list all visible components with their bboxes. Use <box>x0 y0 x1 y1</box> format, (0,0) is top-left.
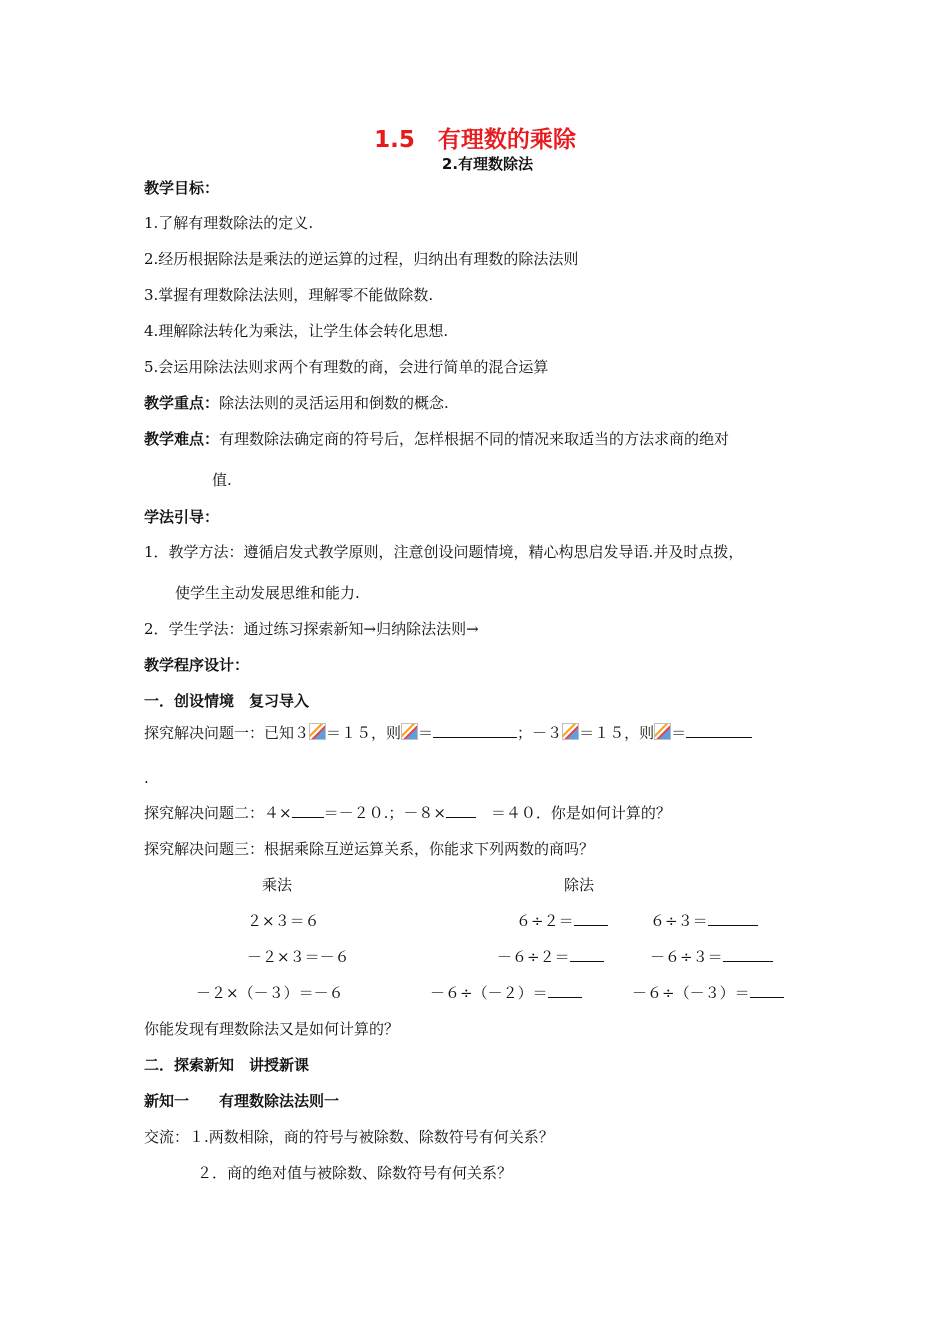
difficulty <box>144 429 729 449</box>
question-2 <box>144 803 671 823</box>
lesson-subtitle: 2.有理数除法 <box>441 155 534 173</box>
q2-text: 探究解决问题二：４× <box>144 804 292 822</box>
placeholder-image-icon <box>309 723 326 740</box>
objective-item: 5.会运用除法法则求两个有理数的商，会进行简单的混合运算 <box>144 358 549 376</box>
answer-blank <box>750 983 784 998</box>
column-header-div: 除法 <box>564 876 595 894</box>
mult-equation: －２×（－３）＝－６ <box>196 984 344 1002</box>
exchange-2: ２．商的绝对值与被除数、除数符号有何关系？ <box>197 1164 513 1182</box>
column-header-mult: 乘法 <box>262 876 293 894</box>
div-text: －６÷３＝ <box>650 948 723 966</box>
mult-equation: ２×３＝６ <box>247 912 320 930</box>
difficulty-text-cont: 值. <box>212 471 232 489</box>
q1-text: ；－３ <box>517 724 563 742</box>
q1-period: . <box>144 769 149 787</box>
method-item-2: 2．学生学法：通过练习探索新知→归纳除法法则→ <box>144 620 479 638</box>
objective-item: 3.掌握有理数除法法则，理解零不能做除数. <box>144 286 434 304</box>
mult-equation: －２×３＝－６ <box>247 948 350 966</box>
objectives-heading: 教学目标： <box>144 179 220 197</box>
div-equation <box>650 911 758 931</box>
q2-text: ＝４０．你是如何计算的？ <box>475 804 671 822</box>
exchange-1: 交流：１.两数相除，商的符号与被除数、除数符号有何关系？ <box>144 1128 554 1146</box>
placeholder-image-icon <box>401 723 418 740</box>
answer-blank <box>574 911 608 926</box>
method-item-1-cont: 使学生主动发展思维和能力. <box>175 584 360 602</box>
key-point-label: 教学重点： <box>144 394 220 412</box>
question-1 <box>144 723 752 743</box>
section1-heading: 一．创设情境 复习导入 <box>144 692 310 710</box>
div-text: －６÷２＝ <box>497 948 570 966</box>
div-text: －６÷（－３）＝ <box>632 984 750 1002</box>
div-text: ６÷３＝ <box>650 912 708 930</box>
q1-text: ＝１５，则 <box>326 724 402 742</box>
difficulty-label: 教学难点： <box>144 430 220 448</box>
div-equation <box>497 947 604 967</box>
rule-heading: 新知一 有理数除法法则一 <box>144 1092 340 1110</box>
objective-item: 1.了解有理数除法的定义. <box>144 214 314 232</box>
answer-blank <box>708 911 758 926</box>
design-heading: 教学程序设计： <box>144 656 250 674</box>
div-equation <box>516 911 608 931</box>
div-equation <box>430 983 582 1003</box>
placeholder-image-icon <box>654 723 671 740</box>
answer-blank <box>686 723 752 738</box>
answer-blank <box>446 803 476 818</box>
objective-item: 4.理解除法转化为乘法，让学生体会转化思想. <box>144 322 449 340</box>
q2-text: ＝－２０.；－８× <box>323 804 446 822</box>
q1-text: ＝ <box>671 724 687 742</box>
answer-blank <box>292 803 324 818</box>
answer-blank <box>433 723 517 738</box>
answer-blank <box>570 947 604 962</box>
div-equation <box>632 983 784 1003</box>
difficulty-text: 有理数除法确定商的符号后，怎样根据不同的情况来取适当的方法求商的绝对 <box>219 430 730 448</box>
answer-blank <box>723 947 773 962</box>
q1-text: ＝ <box>418 724 434 742</box>
div-equation <box>650 947 773 967</box>
discovery-question: 你能发现有理数除法又是如何计算的？ <box>144 1020 400 1038</box>
q1-text: ＝１５，则 <box>579 724 655 742</box>
placeholder-image-icon <box>562 723 579 740</box>
div-text: ６÷２＝ <box>516 912 574 930</box>
lesson-title: 1.5 有理数的乘除 <box>374 127 576 153</box>
question-3: 探究解决问题三：根据乘除互逆运算关系，你能求下列两数的商吗？ <box>144 840 595 858</box>
method-item-1: 1．教学方法：遵循启发式教学原则，注意创设问题情境，精心构思启发导语.并及时点拨， <box>144 543 744 561</box>
section2-heading: 二．探索新知 讲授新课 <box>144 1056 310 1074</box>
answer-blank <box>548 983 582 998</box>
div-text: －６÷（－２）＝ <box>430 984 548 1002</box>
objective-item: 2.经历根据除法是乘法的逆运算的过程，归纳出有理数的除法法则 <box>144 250 579 268</box>
key-point-text: 除法法则的灵活运用和倒数的概念. <box>219 394 449 412</box>
q1-text: 探究解决问题一：已知３ <box>144 724 310 742</box>
key-point <box>144 393 449 413</box>
method-heading: 学法引导： <box>144 508 220 526</box>
